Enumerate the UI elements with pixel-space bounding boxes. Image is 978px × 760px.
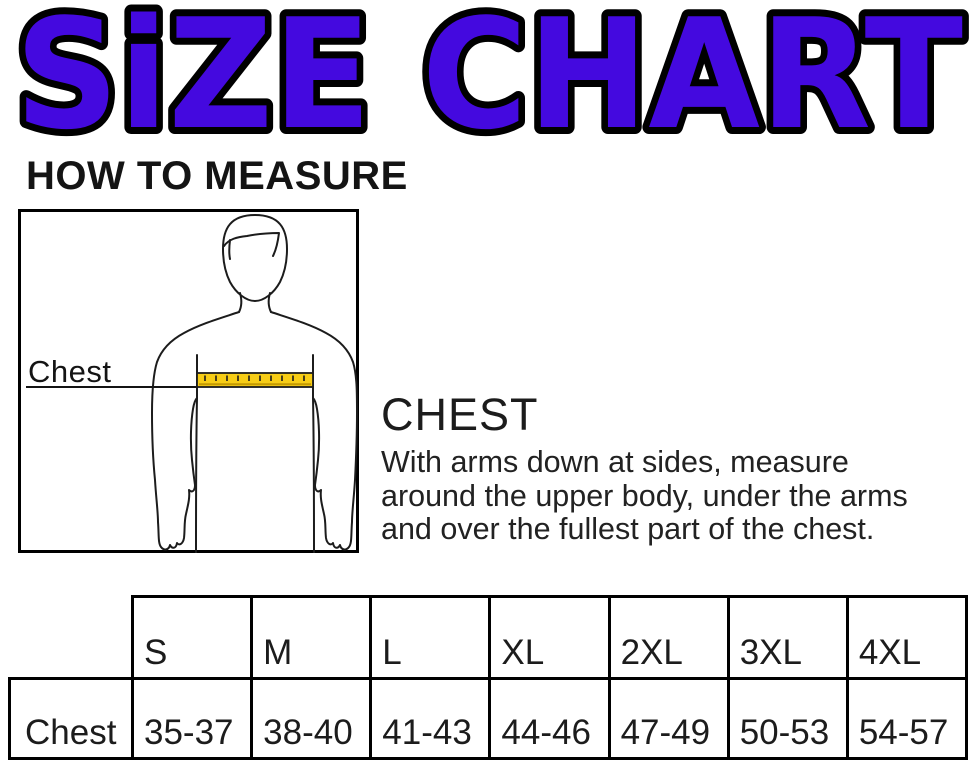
- chest-description-line: around the upper body, under the arms: [381, 478, 908, 513]
- size-column-header: 3XL: [728, 597, 847, 679]
- size-value-cell: 44-46: [490, 679, 609, 759]
- size-column-header: M: [252, 597, 371, 679]
- chest-figure-label: Chest: [28, 354, 112, 389]
- size-column-header: S: [133, 597, 252, 679]
- size-table: [8, 595, 968, 760]
- measure-figure: [18, 209, 359, 553]
- size-value-cell: 54-57: [847, 679, 966, 759]
- size-value-cell: 38-40: [252, 679, 371, 759]
- size-value-cell: 35-37: [133, 679, 252, 759]
- chest-description-line: and over the fullest part of the chest.: [381, 512, 875, 546]
- size-value-cell: 47-49: [609, 679, 728, 759]
- row-header-chest: Chest: [10, 679, 133, 759]
- head-outline: [223, 215, 287, 301]
- size-table-header-row: [10, 597, 967, 679]
- size-column-header: XL: [490, 597, 609, 679]
- size-value-cell: 50-53: [728, 679, 847, 759]
- size-value-cell: 41-43: [371, 679, 490, 759]
- chest-description-line: With arms down at sides, measure: [381, 445, 849, 479]
- sideburn-left: [229, 240, 230, 259]
- table-corner-blank: [10, 597, 133, 679]
- size-column-header: L: [371, 597, 490, 679]
- neck-right: [269, 293, 271, 312]
- chest-section-heading: CHEST: [381, 389, 539, 440]
- size-column-header: 2XL: [609, 597, 728, 679]
- neck-left: [239, 293, 241, 312]
- measuring-tape: [197, 373, 313, 387]
- chest-description: [381, 446, 908, 547]
- hairline: [224, 233, 279, 256]
- size-column-header: 4XL: [847, 597, 966, 679]
- page-title-art: [0, 0, 978, 156]
- page-title: SiZE CHART: [15, 0, 963, 156]
- chest-measurement-row: [10, 679, 967, 759]
- how-to-measure-heading: HOW TO MEASURE: [26, 154, 408, 198]
